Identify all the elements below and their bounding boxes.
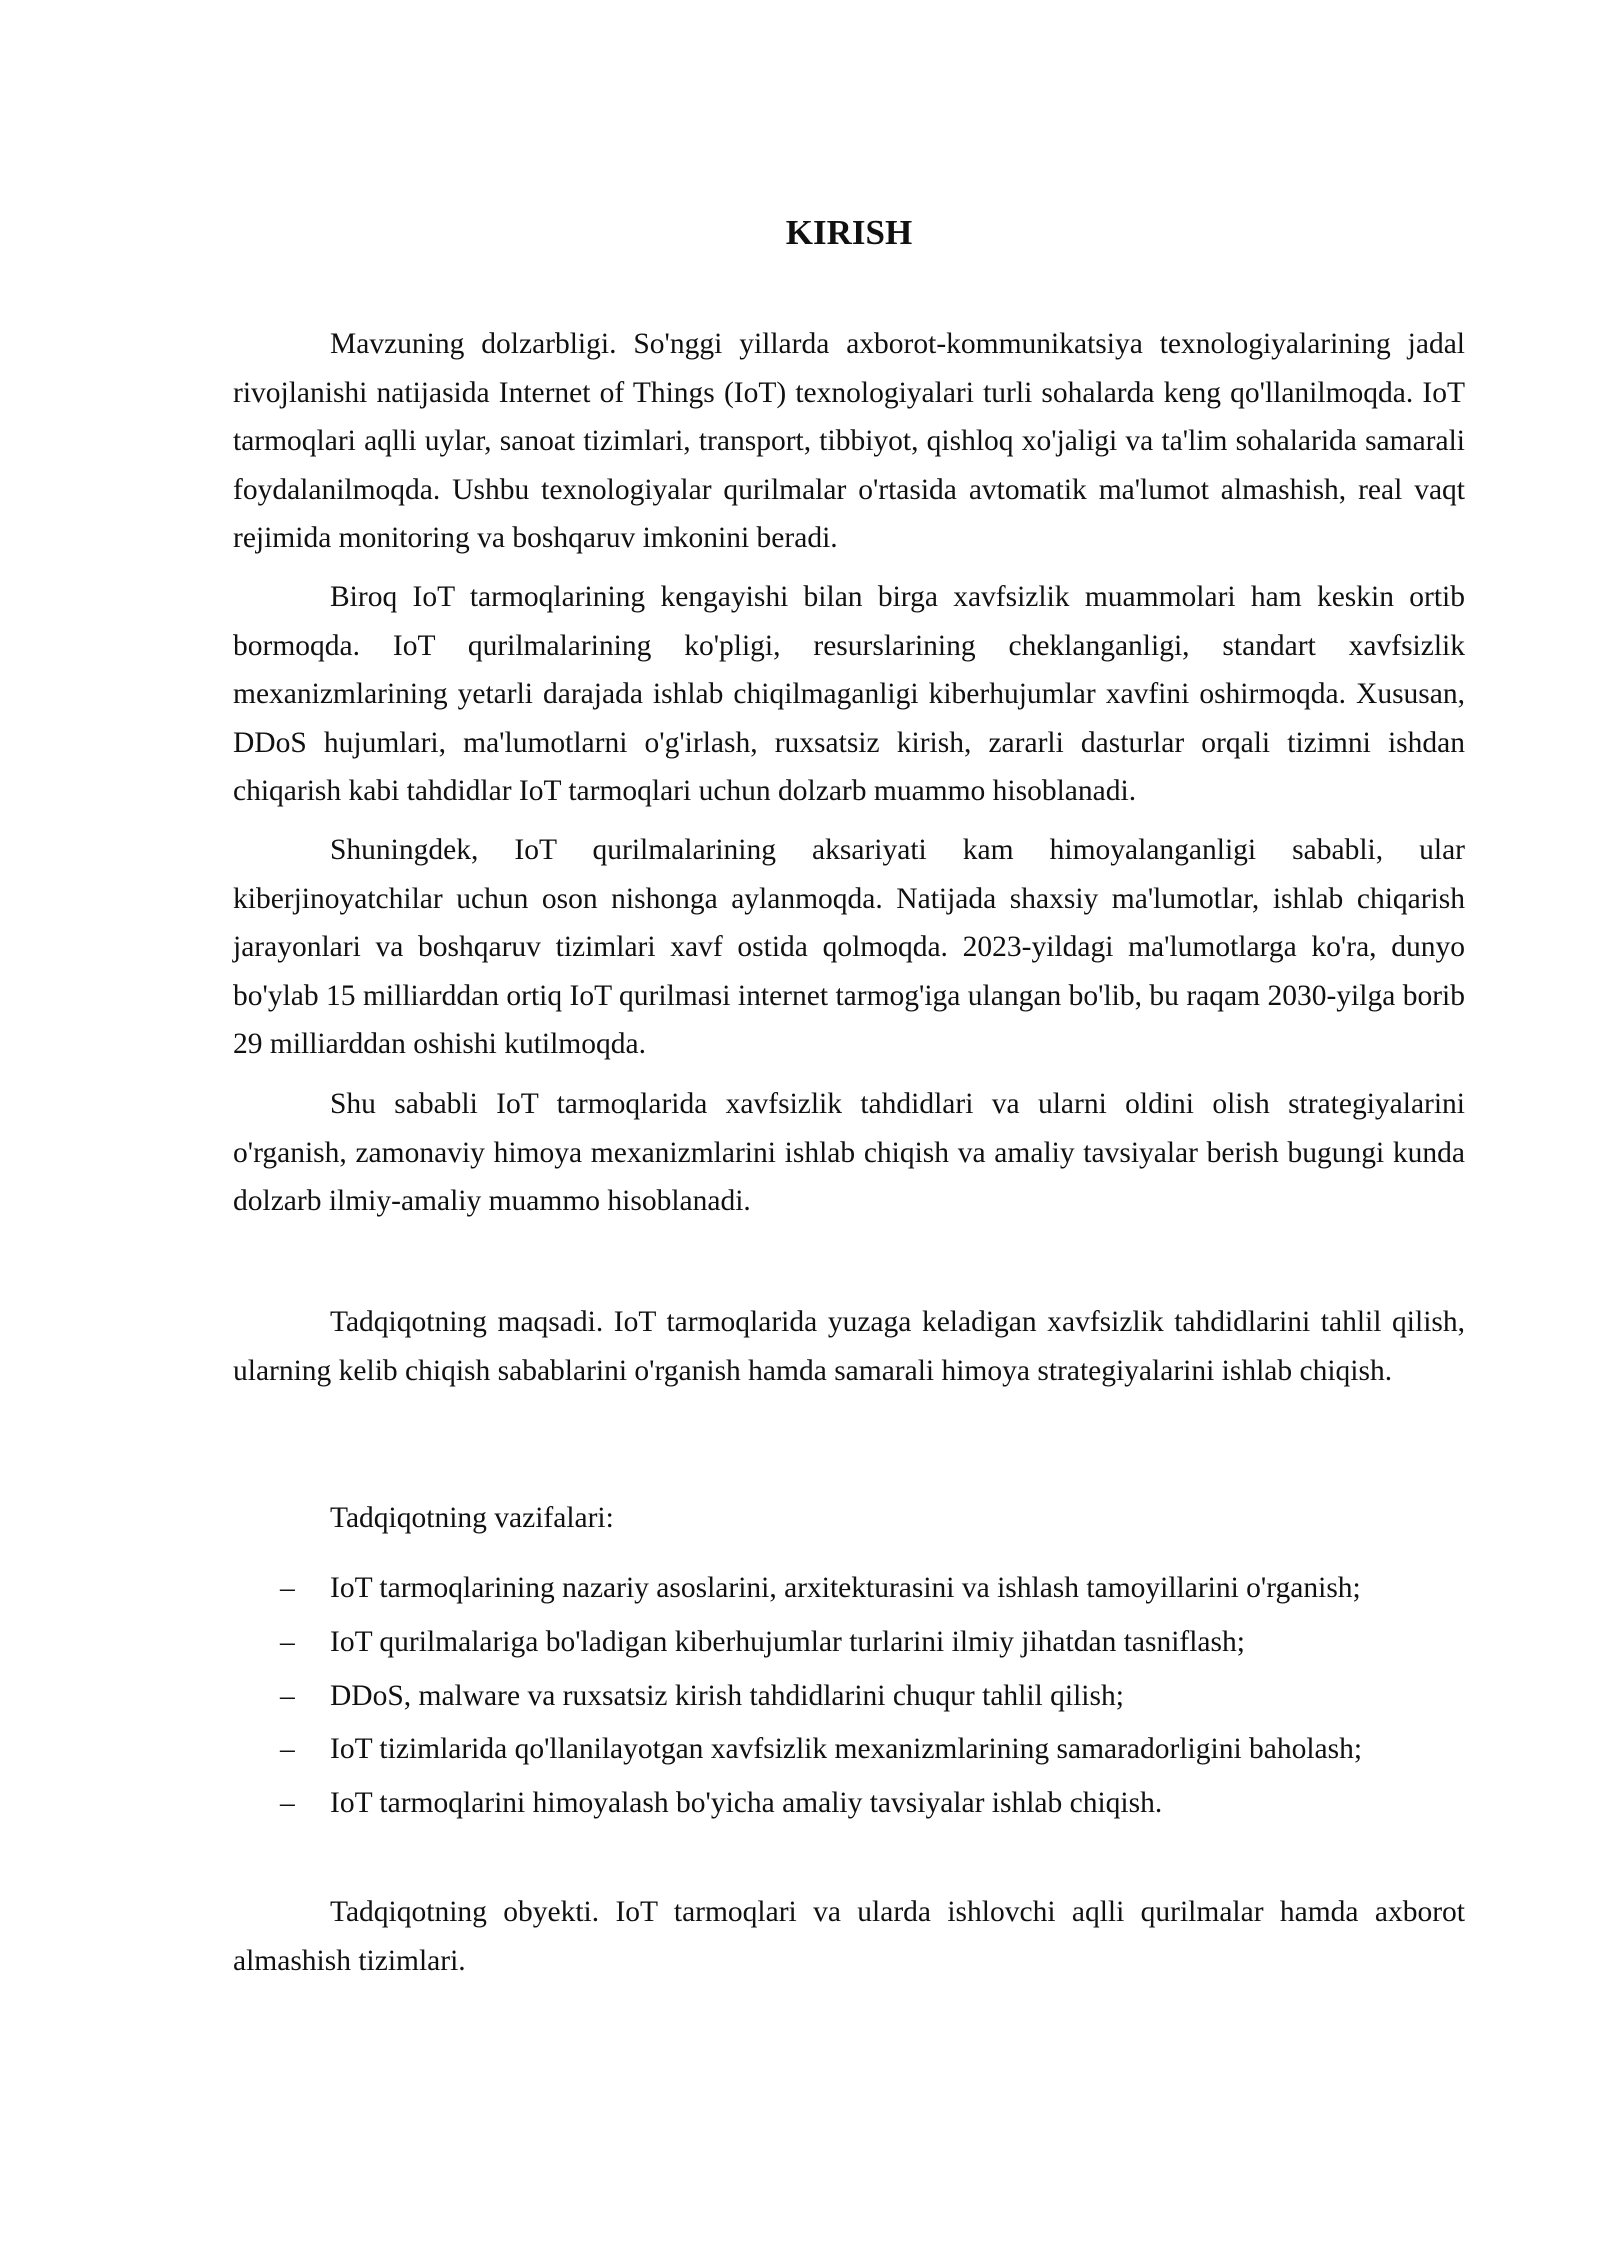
paragraph-security-problems: Biroq IoT tarmoqlarining kengayishi bilan birga xavfsizlik muammolari ham keskin ortib bormoqda. IoT qurilmalarining ko'pligi, resurslarining cheklanganligi, standart xavfsizlik mexanizmlarining yetarli darajada ishlab chiqilmaganligi kiberhujumlar xavfini oshirmoqda. Xususan, DDoS hujumlari, ma'lumotlarni o'g'irlash, ruxsatsiz kirish, zararli dasturlar orqali tizimni ishdan chiqarish kabi tahdidlar IoT tarmoqlari uchun dolzarb muammo hisoblanadi.: [233, 581, 1465, 808]
paragraph-relevance: Mavzuning dolzarbligi. So'nggi yillarda axborot-kommunikatsiya texnologiyalarining jadal rivojlanishi natijasida Internet of Things (IoT) texnologiyalari turli sohalarda keng qo'llanilmoqda. IoT tarmoqlari aqlli uylar, sanoat tizimlari, transport, tibbiyot, qishloq xo'jaligi va ta'lim sohalarida samarali foydalanilmoqda. Ushbu texnologiyalar qurilmalar o'rtasida avtomatik ma'lumot almashish, real vaqt rejimida monitoring va boshqaruv imkonini beradi.: [233, 328, 1465, 555]
list-item: [233, 1616, 1465, 1670]
dash-marker: –: [280, 1679, 295, 1712]
dash-marker: –: [280, 1572, 295, 1604]
paragraph-research-goal: Tadqiqotning maqsadi. IoT tarmoqlarida yuzaga keladigan xavfsizlik tahdidlarini tahlil qilish, ularning kelib chiqish sabablarini o'rganish hamda samarali himoya strategiyalarini ishlab chiqish.: [233, 1306, 1465, 1387]
task-list: [233, 1562, 1465, 1831]
list-item: [233, 1562, 1465, 1616]
task-text: IoT tarmoqlarini himoyalash bo'yicha amaliy tavsiyalar ishlab chiqish.: [330, 1787, 1163, 1820]
task-text: IoT tizimlarida qo'llanilayotgan xavfsizlik mexanizmlarining samaradorligini baholash;: [330, 1733, 1363, 1766]
dash-marker: –: [280, 1787, 295, 1820]
paragraph-vulnerable-devices: Shuningdek, IoT qurilmalarining aksariyati kam himoyalanganligi sababli, ular kiberjinoyatchilar uchun oson nishonga aylanmoqda. Natijada shaxsiy ma'lumotlar, ishlab chiqarish jarayonlari va boshqaruv tizimlari xavf ostida qolmoqda. 2023-yildagi ma'lumotlarga ko'ra, dunyo bo'ylab 15 milliarddan ortiq IoT qurilmasi internet tarmog'iga ulangan bo'lib, bu raqam 2030-yilga borib 29 milliarddan oshishi kutilmoqda.: [233, 834, 1465, 1061]
paragraph-importance: Shu sababli IoT tarmoqlarida xavfsizlik tahdidlari va ularni oldini olish strategiyalarini o'rganish, zamonaviy himoya mexanizmlarini ishlab chiqish va amaliy tavsiyalar berish bugungi kunda dolzarb ilmiy-amaliy muammo hisoblanadi.: [233, 1088, 1465, 1218]
task-text: DDoS, malware va ruxsatsiz kirish tahdidlarini chuqur tahlil qilish;: [330, 1679, 1124, 1712]
paragraph-research-object: Tadqiqotning obyekti. IoT tarmoqlari va ularda ishlovchi aqlli qurilmalar hamda axborot almashish tizimlari.: [233, 1896, 1465, 1977]
dash-marker: –: [280, 1733, 295, 1766]
tasks-heading: Tadqiqotning vazifalari:: [330, 1502, 614, 1534]
list-item: [233, 1670, 1465, 1724]
list-item: [233, 1723, 1465, 1777]
dash-marker: –: [280, 1625, 295, 1658]
task-text: IoT qurilmalariga bo'ladigan kiberhujumlar turlarini ilmiy jihatdan tasniflash;: [330, 1625, 1245, 1658]
task-text: IoT tarmoqlarining nazariy asoslarini, arxitekturasini va ishlash tamoyillarini o'rganish;: [330, 1572, 1361, 1604]
list-item: [233, 1777, 1465, 1831]
page-title: KIRISH: [785, 213, 913, 253]
